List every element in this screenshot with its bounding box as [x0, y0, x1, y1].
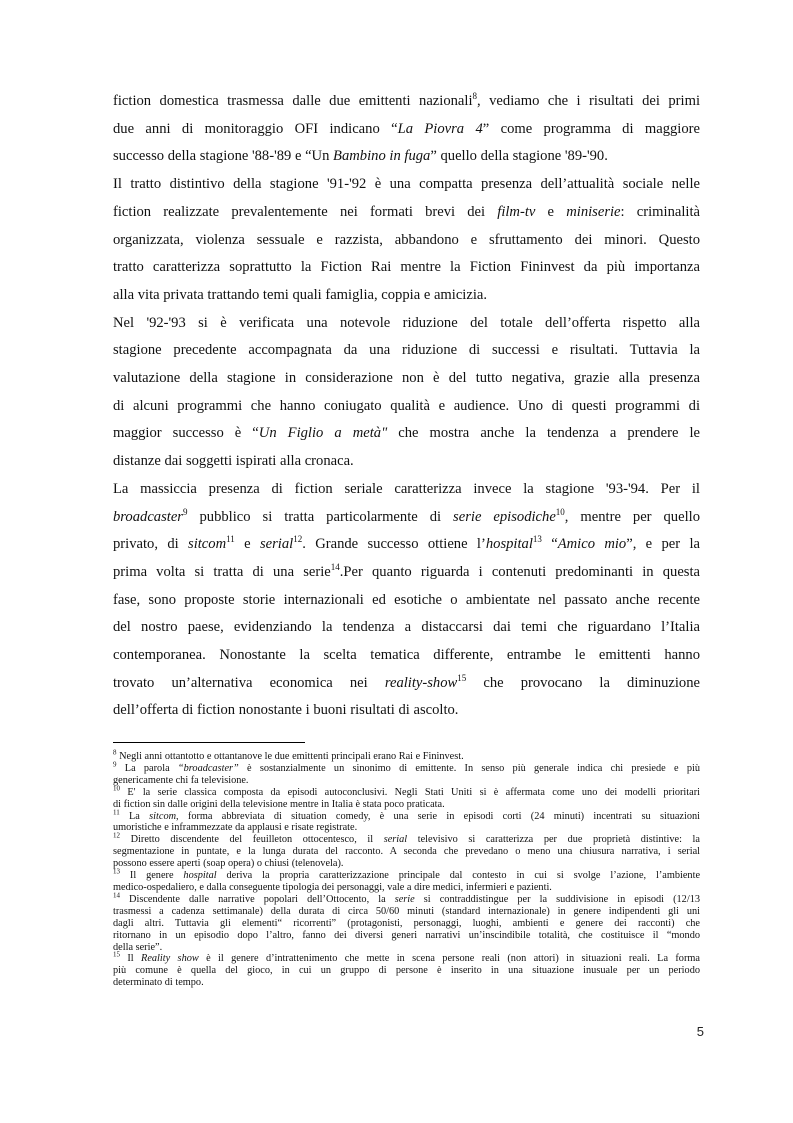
footnote-line: di fiction sin dalle origini della televisione mentre in Italia è stata poco praticata.	[113, 798, 445, 810]
footnote-line: ritornano in un episodio dopo l’altro, fanno dei diversi generi narrativi un’inscindibile totalità, che costituisce il “mondo	[113, 929, 700, 941]
italic-text: sitcom	[149, 810, 177, 822]
italic-text: miniserie	[566, 203, 621, 220]
footnote-line: umoristiche e inframmezzate da applausi e risate registrate.	[113, 822, 358, 834]
paragraph-line: Nel '92-'93 si è verificata una notevole riduzione del totale dell’offerta rispetto alla	[113, 314, 700, 331]
italic-text: serie episodiche	[453, 508, 556, 525]
footnote-line: possono essere aperti (soap opera) o chiusi (telenovela).	[113, 858, 344, 870]
footnote-ref: 10	[113, 784, 120, 793]
paragraph-line: prima volta si tratta di una serie$^{14}$.Per quanto riguarda i contenuti predominanti in questa	[113, 562, 701, 580]
footnote	[113, 950, 700, 989]
paragraph-line: organizzata, violenza sessuale e razzista, abbandono e sfruttamento dei minori. Questo	[113, 231, 700, 248]
italic-text: broadcaster	[113, 508, 183, 525]
italic-text: hospital	[485, 536, 533, 553]
footnote-ref: 15	[457, 672, 467, 683]
body-text	[113, 88, 700, 725]
paragraph-line: valutazione della stagione in considerazione non è del tutto negativa, grazie alla presenza	[113, 370, 700, 387]
paragraph-line: fase, sono proposte storie internazionali ed esotiche o ambientate nel passato anche recente	[113, 591, 700, 608]
paragraph	[113, 310, 700, 476]
paragraph-line: dell’offerta di fiction nonostante i buoni risultati di ascolto.	[113, 702, 459, 719]
footnote	[113, 784, 700, 811]
italic-text: hospital	[183, 870, 217, 882]
italic-text: Un Figlio a metà"	[258, 425, 388, 442]
italic-text: Reality show	[141, 953, 199, 965]
footnote-line: $^{12}$ Diretto discendente del feuilleton ottocentesco, il serial televisivo si caratterizza per due proprietà distintive: la	[113, 831, 700, 846]
footnote-line: segmentazione in puntate, e la lunga durata del racconto. A seconda che prevedano o meno una chiusura narrativa, i serial	[113, 846, 700, 858]
paragraph-line: Il tratto distintivo della stagione '91-'92 è una compatta presenza dell’attualità sociale nelle	[113, 176, 700, 193]
footnote-line: della serie”.	[113, 941, 163, 953]
italic-text: serial	[259, 536, 294, 553]
paragraph-line: stagione precedente accompagnata da una riduzione di successi e risultati. Tuttavia la	[113, 342, 700, 359]
footnote-line: più comune è quella del gioco, in cui un gruppo di persone è inserito in una situazione inusuale per un periodo	[113, 965, 700, 977]
footnote-ref: 10	[555, 506, 565, 517]
italic-text: reality-show	[384, 674, 458, 691]
paragraph-line: fiction domestica trasmessa dalle due emittenti nazionali$^8$, vediamo che i risultati dei primi	[113, 91, 700, 109]
footnote-line: $^{11}$ La sitcom, forma abbreviata di situation comedy, è una serie in episodi corti (24 minuti) incentrati su situazioni	[113, 808, 700, 822]
italic-text: “broadcaster”	[177, 762, 239, 774]
footnote-ref: 12	[293, 534, 303, 545]
footnote-ref: 11	[226, 534, 235, 545]
footnote-line: dagli altri. Tuttavia gli elementi“ ricorrenti” (protagonisti, personaggi, luoghi, ambienti e genere dei racconti) che	[113, 917, 700, 929]
italic-text: serie	[394, 893, 415, 905]
paragraph-line: del nostro paese, evidenziando la tendenza a distaccarsi dai temi che riguardano l’Italia	[113, 619, 700, 636]
footnote-ref: 13	[113, 867, 120, 876]
footnote-line: $^8$ Negli anni ottantotto e ottantanove le due emittenti principali erano Rai e Fininvest.	[113, 748, 464, 762]
footnote	[113, 760, 700, 787]
italic-text: La Piovra 4	[397, 120, 483, 137]
paragraph-line: La massiccia presenza di fiction seriale caratterizza invece la stagione '93-'94. Per il	[113, 480, 700, 497]
footnote	[113, 891, 700, 954]
footnote-line: genericamente chi fa televisione.	[113, 774, 249, 786]
footnote-line: determinato di tempo.	[113, 977, 204, 989]
footnote-ref: 11	[113, 808, 120, 817]
footnote-line: $^{14}$ Discendente dalle narrative popolari dell’Ottocento, la serie si contraddistingue per la suddivisione in episodi (12/13	[113, 891, 700, 905]
footnote-line: $^9$ La parola “broadcaster” è sostanzialmente un sinonimo di emittente. In senso più generale indica chi presiede e più	[113, 760, 700, 774]
footnote-ref: 8	[113, 748, 117, 757]
footnote-ref: 9	[183, 506, 188, 517]
italic-text: Amico mio	[557, 536, 627, 553]
paragraph-line: tratto caratterizza soprattutto la Fiction Rai mentre la Fiction Fininvest da più importanza	[113, 259, 700, 276]
footnote-ref: 13	[532, 534, 542, 545]
paragraph-line: alla vita privata trattando temi quali famiglia, coppia e amicizia.	[113, 286, 488, 303]
footnote-ref: 9	[113, 760, 117, 769]
footnote-ref: 14	[113, 891, 120, 900]
paragraph-line: maggior successo è “Un Figlio a metà" che mostra anche la tendenza a prendere le	[113, 425, 700, 442]
italic-text: sitcom	[188, 536, 227, 553]
footnote-line: medico-ospedaliero, e dalla conseguente tipologia dei personaggi, vale a dire medici, infermieri e pazienti.	[113, 881, 552, 893]
paragraph-line: fiction realizzate prevalentemente nei formati brevi dei film-tv e miniserie: criminalità	[113, 203, 700, 220]
page-number: 5	[696, 1024, 704, 1039]
footnote-ref: 15	[113, 950, 120, 959]
paragraph-line: privato, di sitcom$^{11}$ e serial$^{12}$. Grande successo ottiene l’hospital$^{13}$ “Amico mio”, e per la	[113, 534, 700, 553]
footnote-line: $^{15}$ Il Reality show è il genere d’intrattenimento che mette in scena persone reali (non attori) in situazioni reali. La forma	[113, 950, 700, 965]
paragraph	[113, 476, 700, 725]
footnotes	[113, 748, 701, 989]
footnote	[113, 831, 700, 870]
italic-text: Bambino in fuga	[333, 148, 431, 165]
paragraph-line: trovato un’alternativa economica nei reality-show$^{15}$ che provocano la diminuzione	[113, 672, 700, 691]
paragraph-line: successo della stagione '88-'89 e “Un Bambino in fuga” quello della stagione '89-'90.	[113, 148, 608, 165]
paragraph-line: broadcaster$^9$ pubblico si tratta particolarmente di serie episodiche$^{10}$, mentre per quello	[113, 506, 700, 525]
footnote	[113, 808, 700, 835]
paragraph-line: due anni di monitoraggio OFI indicano “La Piovra 4” come programma di maggiore	[113, 120, 700, 137]
document-page	[113, 88, 700, 725]
footnote-ref: 12	[113, 831, 120, 840]
paragraph-line: contemporanea. Nonostante la scelta tematica differente, entrambe le emittenti hanno	[113, 647, 700, 664]
italic-text: film-tv	[497, 203, 536, 220]
paragraph	[113, 171, 700, 310]
footnote-ref: 8	[472, 91, 478, 102]
paragraph-line: distanze dai soggetti ispirati alla cronaca.	[113, 453, 354, 470]
footnote-line: $^{13}$ Il genere hospital deriva la propria caratterizzazione principale dal contesto in cui si svolge l’azione, l’ambiente	[113, 867, 701, 882]
footnote-ref: 14	[330, 562, 340, 573]
paragraph-line: di alcuni programmi che hanno coniugato qualità e audience. Uno di questi programmi di	[113, 397, 700, 414]
footnote	[113, 867, 701, 894]
footnote-line: $^{10}$ E' la serie classica composta da episodi autoconclusivi. Negli Stati Uniti si è affermata come uno dei modelli prioritari	[113, 784, 700, 798]
footnote-separator	[113, 742, 305, 743]
footnote	[113, 748, 700, 763]
italic-text: serial	[383, 834, 408, 846]
paragraph	[113, 88, 700, 171]
footnote-line: trasmessi a cadenza settimanale) della durata di circa 50/60 minuti (standard internazionale) in genere indipendenti gli uni	[113, 905, 700, 917]
